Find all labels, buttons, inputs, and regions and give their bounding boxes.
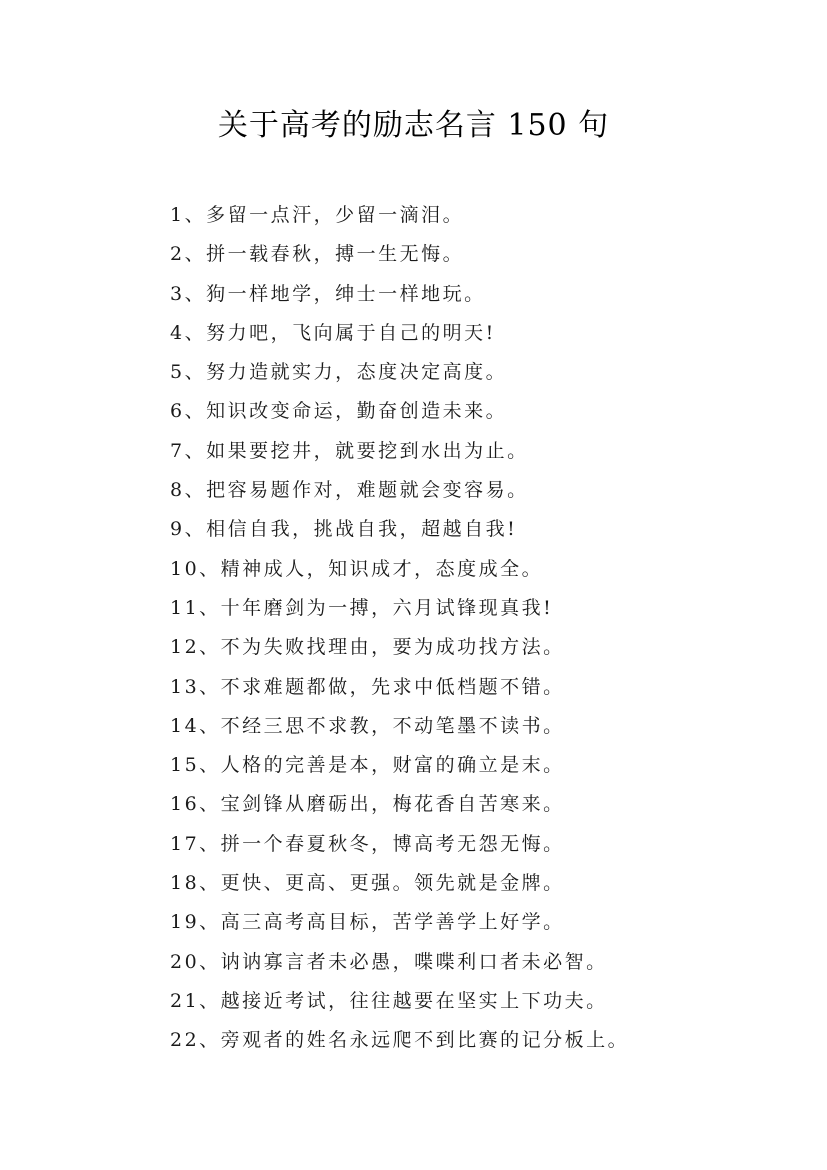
quote-item: 2、拼一载春秋，搏一生无悔。	[170, 243, 465, 266]
quote-item: 11、十年磨剑为一搏，六月试锋现真我!	[170, 596, 554, 619]
quote-item: 9、相信自我，挑战自我，超越自我!	[170, 518, 518, 541]
quote-item: 4、努力吧，飞向属于自己的明天!	[170, 321, 496, 344]
quote-item: 1、多留一点汗，少留一滴泪。	[170, 204, 465, 226]
quote-item: 3、狗一样地学，绅士一样地玩。	[170, 282, 486, 305]
quote-item: 22、旁观者的姓名永远爬不到比赛的记分板上。	[170, 1029, 630, 1052]
quote-item: 21、越接近考试，往往越要在坚实上下功夫。	[170, 989, 608, 1012]
quote-item: 8、把容易题作对，难题就会变容易。	[170, 479, 529, 502]
quote-item: 13、不求难题都做，先求中低档题不错。	[170, 675, 565, 698]
quote-list	[170, 196, 629, 1061]
quote-item: 7、如果要挖井，就要挖到水出为止。	[170, 439, 529, 462]
quote-item: 10、精神成人，知识成才，态度成全。	[170, 557, 544, 580]
quote-item: 19、高三高考高目标，苦学善学上好学。	[170, 911, 565, 934]
quote-item: 18、更快、更高、更强。领先就是金牌。	[170, 872, 565, 895]
quote-item: 14、不经三思不求教，不动笔墨不读书。	[170, 714, 565, 737]
document-title: 关于高考的励志名言 150 句	[217, 108, 610, 143]
quote-item: 5、努力造就实力，态度决定高度。	[170, 361, 508, 384]
quote-item: 12、不为失败找理由，要为成功找方法。	[170, 636, 565, 659]
quote-item: 6、知识改变命运，勤奋创造未来。	[170, 400, 508, 423]
quote-item: 15、人格的完善是本，财富的确立是末。	[170, 754, 565, 777]
quote-item: 16、宝剑锋从磨砺出，梅花香自苦寒来。	[170, 793, 565, 816]
quote-item: 20、讷讷寡言者未必愚，喋喋利口者未必智。	[170, 950, 608, 973]
quote-item: 17、拼一个春夏秋冬，博高考无怨无悔。	[170, 832, 565, 855]
